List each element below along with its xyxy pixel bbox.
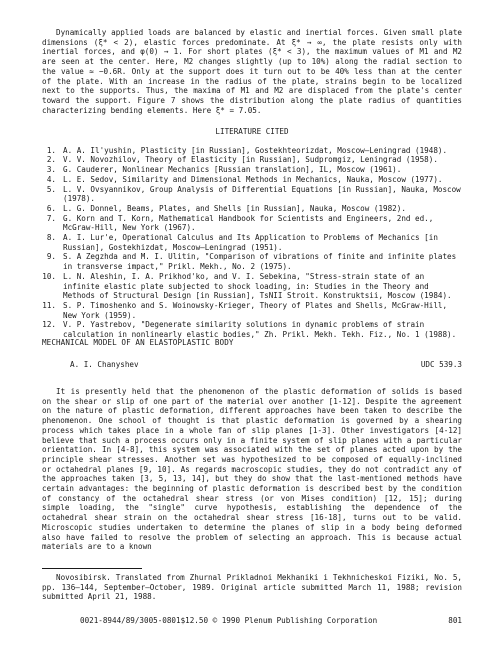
reference-number: 9. (46, 252, 56, 262)
reference-text: A. I. Lur'e, Operational Calculus and Its Application to Problems of Mechanics [in Russian], Gostekhizdat, Moscow–Leningrad (1951). (63, 233, 438, 252)
article-title: MECHANICAL MODEL OF AN ELASTOPLASTIC BODY (42, 338, 234, 347)
references-heading: LITERATURE CITED (215, 127, 289, 136)
reference-text: L. V. Ovsyannikov, Group Analysis of Differential Equations [in Russian], Nauka, Moscow (1978). (63, 184, 461, 204)
footer-code: 0021-8944/89/3005-0801$12.50 © 1990 Plenum Publishing Corporation (80, 616, 378, 625)
reference-number: 11. (42, 300, 56, 310)
article-body-section (42, 387, 462, 552)
reference-number: 8. (46, 233, 56, 243)
references-section (42, 127, 462, 340)
reference-number: 5. (46, 184, 56, 194)
reference-item (42, 214, 462, 233)
udc-code: UDC 539.3 (420, 359, 462, 369)
reference-item (42, 320, 462, 339)
footnote: Novosibirsk. Translated from Zhurnal Prikladnoi Mekhaniki i Tekhnicheskoi Fiziki, No. 5, pp. 136–144, September–October, 1989. Original article submitted March 11, 1988; revision submitted April 21, 1988. (42, 573, 462, 602)
footnote-section (42, 573, 462, 602)
reference-text: L. G. Donnel, Beams, Plates, and Shells [in Russian], Nauka, Moscow (1982). (63, 203, 406, 213)
reference-item (42, 204, 462, 214)
reference-item (42, 175, 462, 185)
page-footer (42, 616, 462, 626)
reference-number: 12. (42, 320, 56, 330)
article-header (42, 338, 462, 369)
reference-number: 3. (46, 165, 56, 175)
reference-text: L. E. Sedov, Similarity and Dimensional Methods in Mechanics, Nauka, Moscow (1977). (63, 174, 443, 184)
reference-number: 6. (46, 203, 56, 213)
top-section (42, 28, 462, 115)
reference-item (42, 272, 462, 301)
reference-number: 7. (46, 213, 56, 223)
reference-text: V. V. Novozhilov, Theory of Elasticity [in Russian], Sudpromgiz, Leningrad (1958). (63, 155, 438, 165)
footnote-rule (42, 568, 142, 569)
reference-number: 4. (46, 174, 56, 184)
reference-item (42, 146, 462, 156)
reference-text: S. P. Timoshenko and S. Woinowsky-Krieger, Theory of Plates and Shells, McGraw-Hill, New York (1959). (63, 300, 448, 320)
reference-number: 1. (46, 145, 56, 155)
page-number: 801 (448, 616, 462, 625)
reference-item (42, 252, 462, 271)
reference-number: 2. (46, 155, 56, 165)
reference-item (42, 185, 462, 204)
reference-number: 10. (42, 271, 56, 281)
references-list (42, 146, 462, 340)
reference-text: A. A. Il'yushin, Plasticity [in Russian], Gostekhteorizdat, Moscow–Leningrad (1948). (63, 145, 448, 155)
reference-text: S. A Zegzhda and M. I. Ulitin, "Comparison of vibrations of finite and infinite plates in transverse impact," Prikl. Mekh., No. 2 (1975). (63, 252, 457, 272)
reference-item (42, 155, 462, 165)
top-paragraph: Dynamically applied loads are balanced by elastic and inertial forces. Given small plate dimensions (ξ* < 2), elastic forces predominate. At ξ* → ∞, the plate resists only with inertial forces, and φ(0) → 1. For short plates (ξ* < 3), the maximum values of M1 and M2 are seen at the center. Here, M2 changes slightly (up to 10%) along the radial section to the value ≈ −0.6R. Only at the support does it turn out to be 40% less than at the center of the plate. With an increase in the radius of the plate, strains begin to be localized next to the supports. Thus, the maxima of M1 and M2 are displaced from the plate's center toward the support. Figure 7 shows the distribution along the plate radius of quantities characterizing bending elements. Here ξ* = 7.05. (42, 28, 462, 115)
reference-text: L. N. Aleshin, I. A. Prikhod'ko, and V. I. Sebekina, "Stress-strain state of an infinite elastic plate subjected to shock loading, in: Studies in the Theory and Methods of Structural Design [in Russian], TsNII Stroit. Konstruktsii, Moscow (1984). (63, 271, 452, 301)
reference-item (42, 165, 462, 175)
article-body: It is presently held that the phenomenon of the plastic deformation of solids is based on the shear or slip of one part of the material over another [1-12]. Despite the agreement on the nature of plastic deformation, different approaches have been taken to describe the phenomenon. One school of thought is that plastic deformation is governed by a shearing process which takes place in a whole fan of slip planes [1-3]. Other investigators [4-12] believe that such a process occurs only in a finite system of slip planes with a particular orientation. In [4-8], this system was associated with the set of planes acted upon by the principle shear stresses. Another set was hypothesized to be composed of equally-inclined or octahedral planes [9, 10]. As regards macroscopic studies, they do not contradict any of the approaches taken [3, 5, 13, 14], but they do show that the last-mentioned methods have certain advantages: the beginning of plastic deformation is described best by the condition of constancy of the octahedral shear stress (or von Mises condition) [12, 15]; during simple loading, the "single" curve hypothesis, establishing the dependence of the octahedral shear strain on the octahedral shear stress [16-18], turns out to be valid. Microscopic studies undertaken to determine the planes of slip in a body being deformed also have failed to resolve the problem of selecting an approach. This is because actual materials are to a known (42, 387, 462, 552)
reference-text: V. P. Yastrebov, "Degenerate similarity solutions in dynamic problems of strain calculation in nonlinearly elastic bodies," Zh. Prikl. Mekh. Tekh. Fiz., No. 1 (1988). (63, 320, 457, 340)
reference-item (42, 233, 462, 252)
article-author: A. I. Chanyshev (70, 359, 139, 369)
reference-text: G. Korn and T. Korn, Mathematical Handbook for Scientists and Engineers, 2nd ed., McGraw-Hill, New York (1967). (63, 213, 434, 233)
reference-text: G. Cauderer, Nonlinear Mechanics [Russian translation], IL, Moscow (1961). (63, 165, 402, 175)
reference-item (42, 301, 462, 320)
